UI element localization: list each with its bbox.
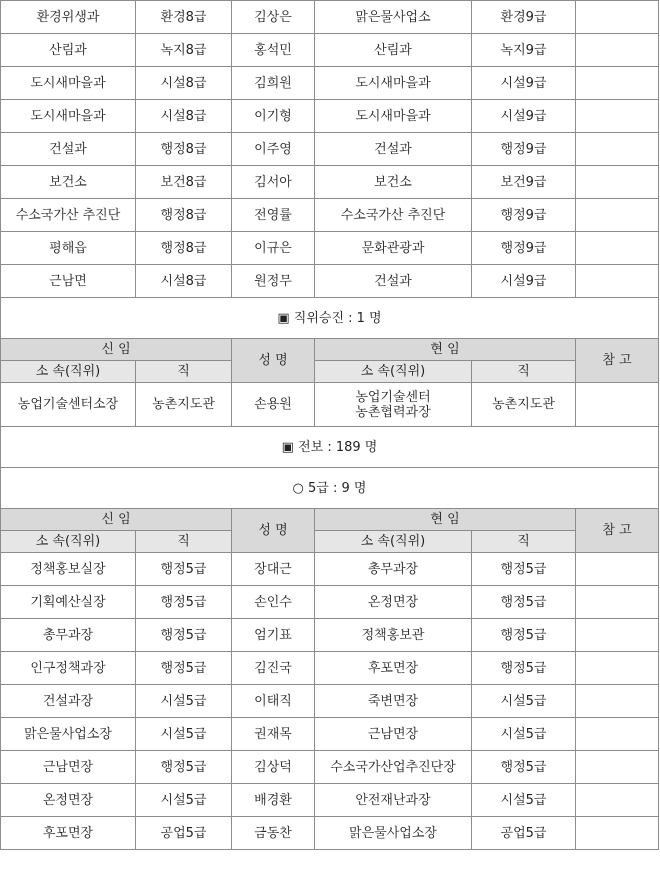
current-rank: 행정9급 [472,133,576,166]
new-dept: 총무과장 [1,619,136,652]
table-row [1,751,659,784]
new-dept: 근남면 [1,265,136,298]
person-name: 김진국 [232,652,315,685]
section-title-grade5: ○ 5급 : 9 명 [1,468,659,509]
new-rank: 행정8급 [136,199,232,232]
note [576,67,659,100]
current-dept: 죽변면장 [315,685,472,718]
note [576,784,659,817]
current-dept: 맑은물사업소장 [315,817,472,850]
current-rank: 시설9급 [472,265,576,298]
current-dept: 맑은물사업소 [315,1,472,34]
new-dept: 도시새마을과 [1,67,136,100]
new-rank: 공업5급 [136,817,232,850]
current-rank: 보건9급 [472,166,576,199]
header-name: 성 명 [232,509,315,553]
current-dept: 산림과 [315,34,472,67]
new-rank: 행정5급 [136,751,232,784]
new-dept: 온정면장 [1,784,136,817]
table-row [1,199,659,232]
new-dept: 보건소 [1,166,136,199]
current-dept: 건설과 [315,133,472,166]
current-rank: 행정5급 [472,553,576,586]
note [576,685,659,718]
table-row [1,100,659,133]
current-rank: 행정9급 [472,199,576,232]
table-row [1,685,659,718]
new-rank: 행정5급 [136,586,232,619]
note [576,232,659,265]
table-row [1,1,659,34]
note [576,619,659,652]
table-row [1,265,659,298]
header-current: 현 임 [315,509,576,531]
grade8-transfer-rows [1,1,659,298]
current-dept: 총무과장 [315,553,472,586]
person-name: 손용원 [232,383,315,427]
current-dept: 도시새마을과 [315,100,472,133]
current-dept-line2: 농촌협력과장 [355,404,431,420]
person-name: 원정무 [232,265,315,298]
note [576,1,659,34]
new-dept: 근남면장 [1,751,136,784]
new-rank: 시설5급 [136,718,232,751]
person-name: 배경환 [232,784,315,817]
current-rank: 행정5급 [472,751,576,784]
current-rank: 행정5급 [472,619,576,652]
new-rank: 환경8급 [136,1,232,34]
header-current-dept: 소 속(직위) [315,531,472,553]
new-dept: 인구정책과장 [1,652,136,685]
header-current-rank: 직 [472,531,576,553]
new-rank: 시설8급 [136,100,232,133]
current-rank: 시설5급 [472,784,576,817]
current-rank: 시설9급 [472,100,576,133]
new-rank: 농촌지도관 [136,383,232,427]
new-dept: 수소국가산 추진단 [1,199,136,232]
current-rank: 시설5급 [472,718,576,751]
current-rank: 행정5급 [472,586,576,619]
current-dept: 근남면장 [315,718,472,751]
current-rank: 농촌지도관 [472,383,576,427]
person-name: 이주영 [232,133,315,166]
note [576,652,659,685]
person-name: 이태직 [232,685,315,718]
person-name: 금동찬 [232,817,315,850]
current-rank: 행정9급 [472,232,576,265]
new-rank: 보건8급 [136,166,232,199]
table-row [1,383,659,427]
person-name: 권재목 [232,718,315,751]
person-name: 김희원 [232,67,315,100]
current-dept: 온정면장 [315,586,472,619]
current-dept: 후포면장 [315,652,472,685]
person-name: 김서아 [232,166,315,199]
new-dept: 기획예산실장 [1,586,136,619]
new-dept: 농업기술센터소장 [1,383,136,427]
table-row [1,166,659,199]
new-dept: 건설과장 [1,685,136,718]
new-rank: 녹지8급 [136,34,232,67]
table-row [1,133,659,166]
header-new-rank: 직 [136,361,232,383]
current-dept: 도시새마을과 [315,67,472,100]
person-name: 김상은 [232,1,315,34]
new-dept: 도시새마을과 [1,100,136,133]
note [576,100,659,133]
table-row [1,619,659,652]
note [576,265,659,298]
current-rank: 시설9급 [472,67,576,100]
note [576,718,659,751]
section-title-transfer: ▣ 전보 : 189 명 [1,427,659,468]
header-note: 참 고 [576,339,659,383]
header-current: 현 임 [315,339,576,361]
new-rank: 행정5급 [136,619,232,652]
note [576,133,659,166]
person-name: 엄기표 [232,619,315,652]
current-rank: 공업5급 [472,817,576,850]
header-new-rank: 직 [136,531,232,553]
header-current-rank: 직 [472,361,576,383]
note [576,751,659,784]
note [576,586,659,619]
current-rank: 환경9급 [472,1,576,34]
new-rank: 시설8급 [136,67,232,100]
note [576,199,659,232]
new-rank: 행정5급 [136,652,232,685]
current-dept: 정책홍보관 [315,619,472,652]
table-row [1,718,659,751]
new-dept: 건설과 [1,133,136,166]
header-new-dept: 소 속(직위) [1,361,136,383]
note [576,817,659,850]
new-rank: 시설5급 [136,685,232,718]
current-rank: 행정5급 [472,652,576,685]
table-row [1,586,659,619]
new-rank: 행정8급 [136,232,232,265]
table-row [1,784,659,817]
table-row [1,67,659,100]
current-dept-line1: 농업기술센터 [355,389,431,405]
new-dept: 평해읍 [1,232,136,265]
current-dept: 건설과 [315,265,472,298]
current-dept: 보건소 [315,166,472,199]
person-name: 장대근 [232,553,315,586]
table-row [1,34,659,67]
transfer-section [1,427,659,553]
table-row [1,232,659,265]
header-current-dept: 소 속(직위) [315,361,472,383]
promotion-section [1,298,659,427]
current-dept: 안전재난과장 [315,784,472,817]
person-name: 이규은 [232,232,315,265]
new-rank: 시설8급 [136,265,232,298]
table-row [1,652,659,685]
table-row [1,817,659,850]
note [576,383,659,427]
grade5-transfer-rows [1,553,659,850]
new-dept: 산림과 [1,34,136,67]
note [576,166,659,199]
new-rank: 시설5급 [136,784,232,817]
person-name: 이기형 [232,100,315,133]
person-name: 홍석민 [232,34,315,67]
new-dept: 후포면장 [1,817,136,850]
new-rank: 행정5급 [136,553,232,586]
current-dept [315,383,472,427]
new-dept: 정책홍보실장 [1,553,136,586]
current-dept: 문화관광과 [315,232,472,265]
header-note: 참 고 [576,509,659,553]
person-name: 김상덕 [232,751,315,784]
current-dept: 수소국가산 추진단 [315,199,472,232]
current-dept: 수소국가산업추진단장 [315,751,472,784]
current-rank: 시설5급 [472,685,576,718]
current-rank: 녹지9급 [472,34,576,67]
new-rank: 행정8급 [136,133,232,166]
section-title-promotion: ▣ 직위승진 : 1 명 [1,298,659,339]
note [576,553,659,586]
new-dept: 환경위생과 [1,1,136,34]
table-row [1,553,659,586]
person-name: 손인수 [232,586,315,619]
header-new: 신 임 [1,339,232,361]
header-new-dept: 소 속(직위) [1,531,136,553]
header-new: 신 임 [1,509,232,531]
new-dept: 맑은물사업소장 [1,718,136,751]
header-name: 성 명 [232,339,315,383]
person-name: 전영률 [232,199,315,232]
note [576,34,659,67]
